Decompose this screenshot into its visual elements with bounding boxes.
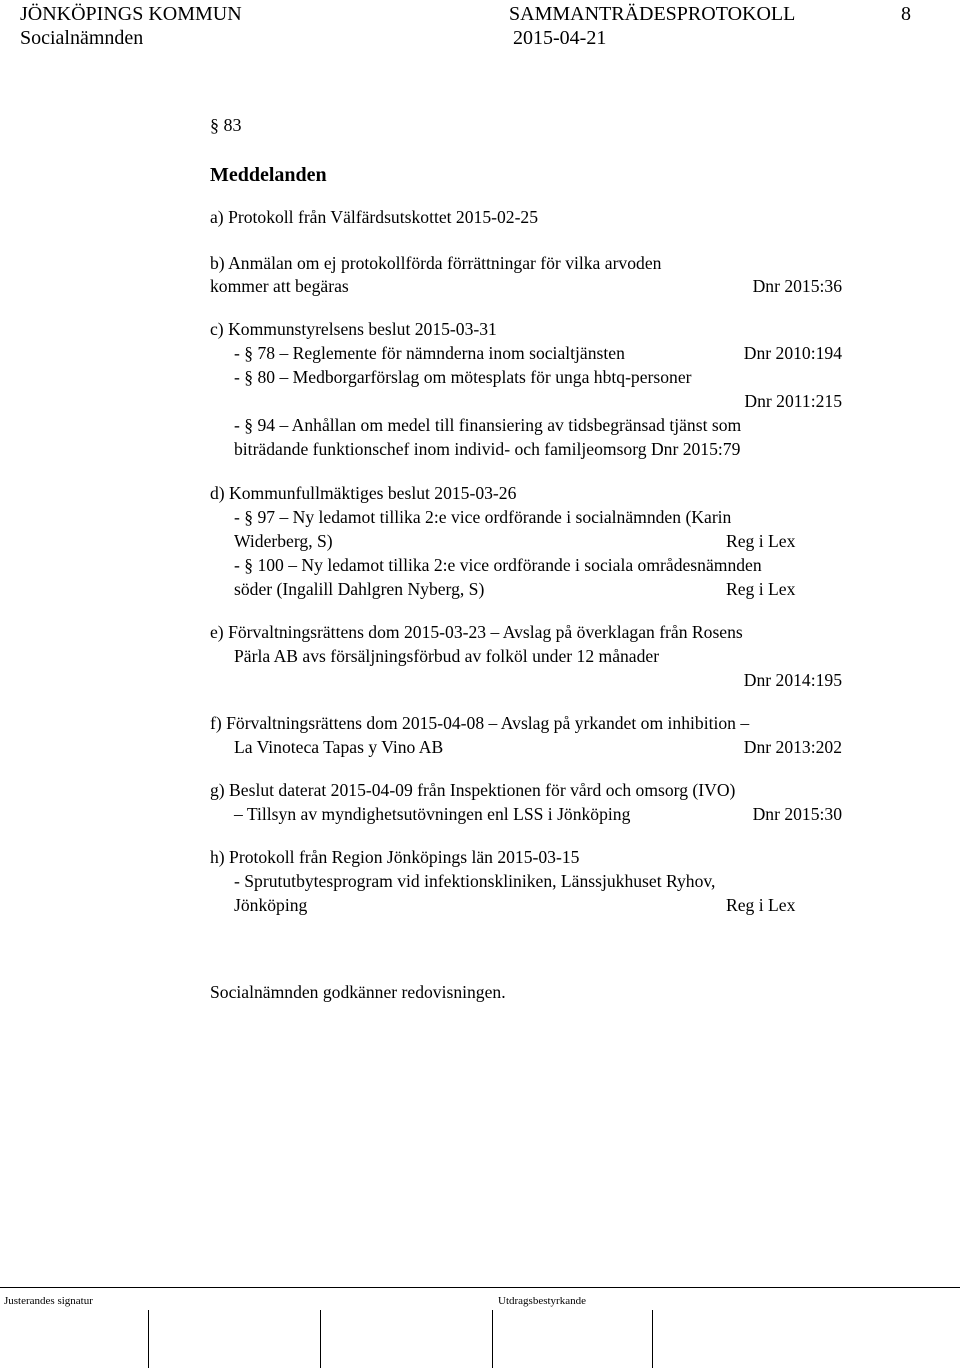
signature-box-divider <box>652 1310 653 1368</box>
item-f-line2: La Vinoteca Tapas y Vino AB <box>234 737 444 757</box>
item-b-line2: kommer att begäras <box>210 276 349 296</box>
item-d-sub2b: söder (Ingalill Dahlgren Nyberg, S) <box>234 579 485 599</box>
item-f-line1: f) Förvaltningsrättens dom 2015-04-08 – Avslag på yrkandet om inhibition – <box>210 713 750 733</box>
decision-text: Socialnämnden godkänner redovisningen. <box>210 982 506 1002</box>
item-h-line1: h) Protokoll från Region Jönköpings län 2015-03-15 <box>210 847 580 867</box>
item-d-line1: d) Kommunfullmäktiges beslut 2015-03-26 <box>210 483 517 503</box>
header-date: 2015-04-21 <box>513 27 607 49</box>
header-committee: Socialnämnden <box>20 27 144 49</box>
item-g-line1: g) Beslut daterat 2015-04-09 från Inspektionen för vård och omsorg (IVO) <box>210 780 736 800</box>
signature-box-divider <box>492 1310 493 1368</box>
item-g-line2: – Tillsyn av myndighetsutövningen enl LSS i Jönköping <box>234 804 631 824</box>
footer-right-label: Utdragsbestyrkande <box>498 1295 586 1307</box>
section-number: § 83 <box>210 115 242 135</box>
item-c-sub1-ref: Dnr 2010:194 <box>743 343 842 363</box>
header-org: JÖNKÖPINGS KOMMUN <box>20 3 242 25</box>
section-title: Meddelanden <box>210 164 327 186</box>
item-d-sub1: - § 97 – Ny ledamot tillika 2:e vice ordförande i socialnämnden (Karin <box>234 507 732 527</box>
item-h-line2: - Sprututbytesprogram vid infektionskliniken, Länssjukhuset Ryhov, <box>234 871 716 891</box>
item-c-sub2: - § 80 – Medborgarförslag om mötesplats för unga hbtq-personer <box>234 367 692 387</box>
item-b-line1: b) Anmälan om ej protokollförda förrättningar för vilka arvoden <box>210 253 662 273</box>
item-h-line3: Jönköping <box>234 895 308 915</box>
item-e-ref: Dnr 2014:195 <box>743 670 842 690</box>
item-c-line1: c) Kommunstyrelsens beslut 2015-03-31 <box>210 319 497 339</box>
item-b-ref: Dnr 2015:36 <box>752 276 842 296</box>
item-h-ref: Reg i Lex <box>726 895 796 915</box>
item-c-sub1: - § 78 – Reglemente för nämnderna inom socialtjänsten <box>234 343 625 363</box>
header-page-number: 8 <box>901 3 911 25</box>
item-c-sub2-ref: Dnr 2011:215 <box>744 391 842 411</box>
item-e-line2: Pärla AB avs försäljningsförbud av folköl under 12 månader <box>234 646 660 666</box>
signature-box-divider <box>148 1310 149 1368</box>
item-c-sub3: - § 94 – Anhållan om medel till finansiering av tidsbegränsad tjänst som <box>234 415 742 435</box>
item-a: a) Protokoll från Välfärdsutskottet 2015-02-25 <box>210 207 539 227</box>
item-f-ref: Dnr 2013:202 <box>743 737 842 757</box>
item-d-sub1-ref: Reg i Lex <box>726 531 796 551</box>
item-e-line1: e) Förvaltningsrättens dom 2015-03-23 – Avslag på överklagan från Rosens <box>210 622 743 642</box>
item-g-ref: Dnr 2015:30 <box>752 804 842 824</box>
signature-box-divider <box>320 1310 321 1368</box>
item-d-sub1b: Widerberg, S) <box>234 531 333 551</box>
header-doc-type: SAMMANTRÄDESPROTOKOLL <box>509 3 796 25</box>
item-d-sub2-ref: Reg i Lex <box>726 579 796 599</box>
footer-left-label: Justerandes signatur <box>4 1295 93 1307</box>
item-d-sub2: - § 100 – Ny ledamot tillika 2:e vice ordförande i sociala områdesnämnden <box>234 555 762 575</box>
footer-divider <box>0 1287 960 1288</box>
item-c-sub3b: biträdande funktionschef inom individ- och familjeomsorg Dnr 2015:79 <box>234 439 741 459</box>
